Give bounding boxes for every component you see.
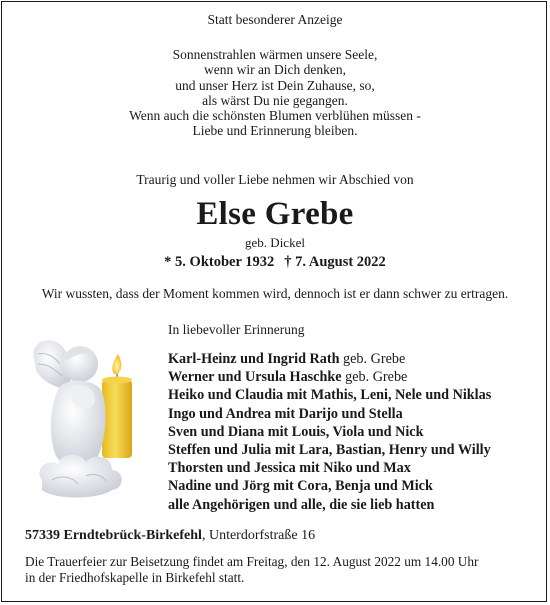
in-memory-label: In liebevoller Erinnerung [168,322,305,337]
list-item [168,386,491,404]
poem-line: als wärst Du nie gegangen. [202,92,348,108]
ceremony-line: in der Friedhofskapelle in Birkefehl statt. [25,570,245,585]
death-date: † 7. August 2022 [284,254,386,270]
life-dates [0,254,550,271]
mourner-names: Ingo und Andrea mit Darijo und Stella [168,405,403,422]
ceremony-line: Die Trauerfeier zur Beisetzung findet am Freitag, den 12. August 2022 um 14.00 Uhr [25,554,479,569]
poem-line: Liebe und Erinnerung bleiben. [192,123,358,139]
address [25,528,315,544]
mourner-names: Karl-Heinz und Ingrid Rath [168,351,340,367]
list-item [168,477,491,495]
mourner-names: Sven und Diana mit Louis, Viola und Nick [168,423,424,440]
street: , Unterdorfstraße 16 [201,528,316,543]
list-item [168,423,491,441]
mourner-names: alle Angehörigen und alle, die sie lieb hatten [168,496,435,513]
list-item [168,350,491,368]
farewell-intro: Traurig und voller Liebe nehmen wir Abschied von [136,172,414,187]
ceremony-info [25,554,478,586]
mourner-note: geb. Grebe [341,369,408,386]
angel-with-candle-icon [28,330,148,515]
poem-line: wenn wir an Dich denken, [203,62,347,78]
list-item [168,459,491,477]
mourner-names: Nadine und Jörg mit Cora, Benja und Mick [168,478,433,495]
list-item [168,441,491,459]
postal-city: 57339 Erndtebrück-Birkefehl [25,528,202,543]
mourner-note: geb. Grebe [339,351,406,367]
poem-line: Wenn auch die schönsten Blumen verblühen müssen - [129,108,421,124]
birth-date: * 5. Oktober 1932 [164,254,275,270]
birth-name: geb. Dickel [245,235,305,250]
mourner-names: Werner und Ursula Haschke [168,369,342,386]
notice-header: Statt besonderer Anzeige [207,12,343,27]
mourner-names: Thorsten und Jessica mit Niko und Max [168,460,411,477]
poem-line: Sonnenstrahlen wärmen unsere Seele, [172,47,378,62]
list-item [168,405,491,423]
mourners-list [168,350,491,514]
mourner-names: Steffen und Julia mit Lara, Bastian, Henry und Willy [168,442,491,459]
list-item [168,496,491,514]
list-item [168,368,491,386]
deceased-name: Else Grebe [196,196,354,232]
mourner-names: Heiko und Claudia mit Mathis, Leni, Nele und Niklas [168,387,492,404]
quote: Wir wussten, dass der Moment kommen wird, dennoch ist er dann schwer zu ertragen. [41,286,509,301]
poem-line: und unser Herz ist Dein Zuhause, so, [175,77,375,93]
poem [0,47,550,139]
